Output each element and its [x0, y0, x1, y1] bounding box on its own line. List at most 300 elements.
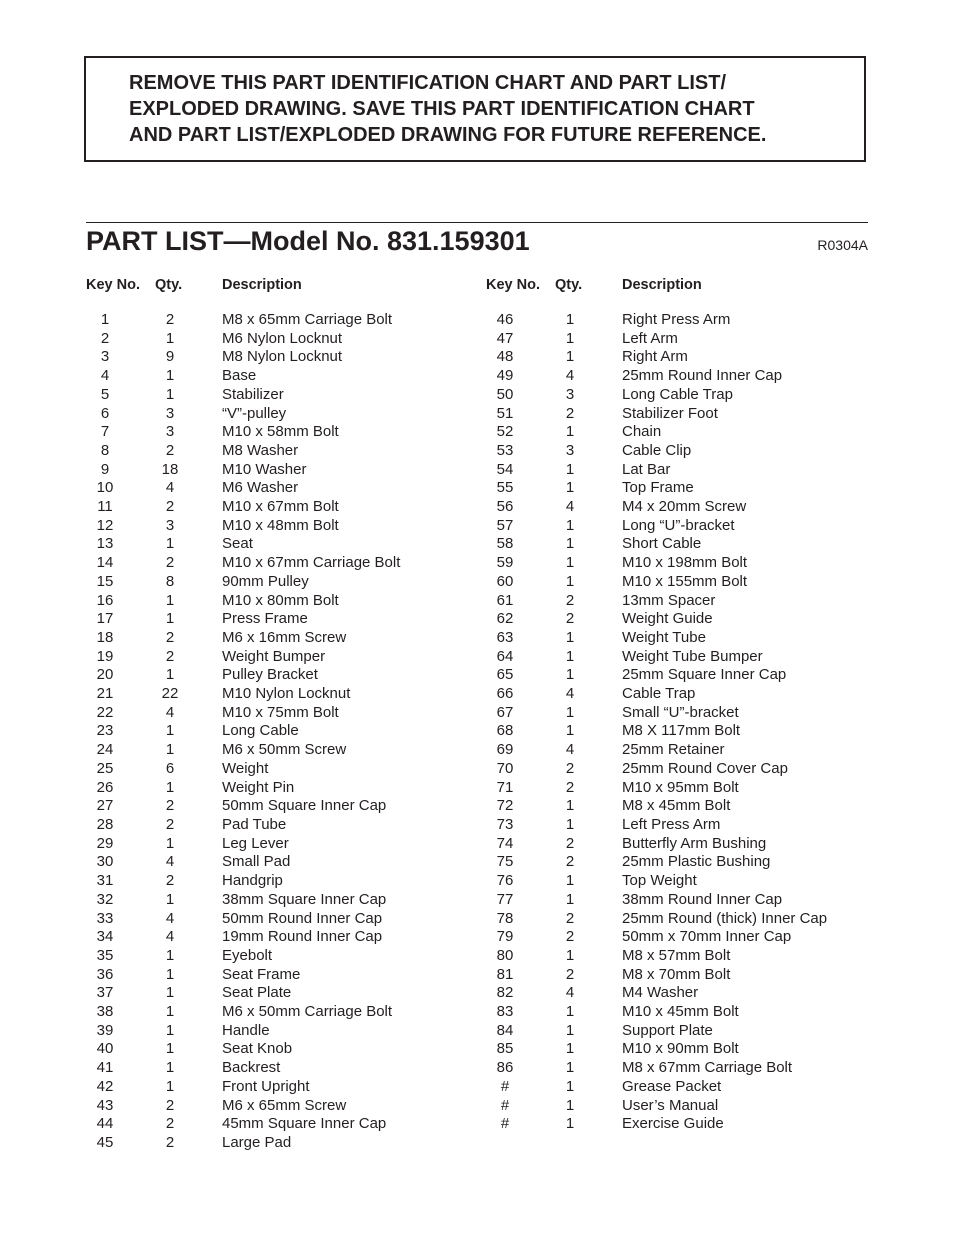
part-qty: 1: [565, 890, 575, 908]
part-description: M4 Washer: [622, 984, 699, 1002]
part-row: [86, 405, 486, 424]
part-qty: 1: [165, 741, 175, 759]
parts-column-left: [86, 275, 486, 1153]
part-description: Weight Bumper: [222, 647, 326, 665]
part-description: M10 x 75mm Bolt: [222, 703, 339, 721]
part-description: M6 x 50mm Carriage Bolt: [222, 1003, 393, 1021]
part-description: 25mm Round Cover Cap: [622, 759, 788, 777]
part-description: 50mm x 70mm Inner Cap: [622, 928, 792, 946]
part-key-no: 86: [496, 1059, 514, 1077]
part-row: [86, 779, 486, 798]
part-key-no: 50: [496, 385, 514, 403]
part-row: [486, 348, 886, 367]
part-key-no: 56: [496, 498, 514, 516]
part-key-no: 24: [96, 741, 114, 759]
part-key-no: 28: [96, 815, 114, 833]
part-row: [86, 554, 486, 573]
part-description: Seat Plate: [222, 984, 292, 1002]
part-key-no: 58: [496, 535, 514, 553]
part-qty: 1: [565, 1040, 575, 1058]
part-key-no: 14: [96, 554, 114, 572]
part-key-no: 22: [96, 703, 114, 721]
part-description: Weight: [222, 759, 269, 777]
part-key-no: 78: [496, 909, 514, 927]
part-qty: 2: [165, 554, 175, 572]
part-description: Weight Tube: [622, 628, 706, 646]
part-description: Weight Tube Bumper: [622, 647, 763, 665]
part-qty: 2: [565, 909, 575, 927]
part-row: [86, 966, 486, 985]
part-row: [86, 311, 486, 330]
part-qty: 1: [565, 1115, 575, 1133]
part-qty: 4: [165, 853, 175, 871]
part-description: 25mm Retainer: [622, 741, 725, 759]
part-qty: 1: [165, 834, 175, 852]
part-qty: 4: [165, 479, 175, 497]
part-key-no: 69: [496, 741, 514, 759]
part-qty: 1: [165, 1040, 175, 1058]
part-key-no: 20: [96, 666, 114, 684]
part-description: 45mm Square Inner Cap: [222, 1115, 387, 1133]
part-key-no: 16: [96, 591, 114, 609]
part-qty: 2: [165, 797, 175, 815]
part-key-no: 31: [96, 872, 114, 890]
part-qty: 2: [165, 628, 175, 646]
part-key-no: 77: [496, 890, 514, 908]
part-qty: 6: [165, 759, 175, 777]
part-description: M6 Washer: [222, 479, 299, 497]
column-header: [86, 275, 486, 295]
part-row: [486, 741, 886, 760]
part-description: 38mm Round Inner Cap: [622, 890, 783, 908]
part-description: Seat Knob: [222, 1040, 293, 1058]
part-qty: 4: [565, 741, 575, 759]
header-qty: Qty.: [155, 277, 183, 293]
part-key-no: 54: [496, 460, 514, 478]
part-qty: 2: [565, 965, 575, 983]
part-row: [86, 891, 486, 910]
part-row: [486, 1022, 886, 1041]
part-key-no: 60: [496, 572, 514, 590]
part-qty: 1: [165, 385, 175, 403]
part-qty: 1: [165, 1003, 175, 1021]
part-row: [486, 629, 886, 648]
header-description: Description: [622, 277, 702, 293]
part-qty: 1: [165, 535, 175, 553]
part-row: [486, 853, 886, 872]
part-row: [486, 685, 886, 704]
part-qty: 3: [565, 385, 575, 403]
part-row: [86, 535, 486, 554]
part-key-no: 43: [96, 1096, 114, 1114]
part-description: M6 x 16mm Screw: [222, 628, 347, 646]
part-description: M8 X 117mm Bolt: [622, 722, 741, 740]
part-row: [486, 442, 886, 461]
part-row: [86, 442, 486, 461]
part-description: Handle: [222, 1021, 270, 1039]
part-description: Top Frame: [622, 479, 694, 497]
part-key-no: 47: [496, 329, 514, 347]
part-key-no: 74: [496, 834, 514, 852]
part-row: [486, 1003, 886, 1022]
part-key-no: 30: [96, 853, 114, 871]
part-qty: 1: [565, 703, 575, 721]
part-description: 50mm Round Inner Cap: [222, 909, 383, 927]
part-description: M6 x 65mm Screw: [222, 1096, 347, 1114]
part-row: [486, 722, 886, 741]
part-qty: 1: [165, 778, 175, 796]
part-row: [86, 666, 486, 685]
part-row: [486, 891, 886, 910]
part-key-no: 53: [496, 441, 514, 459]
part-qty: 1: [565, 1077, 575, 1095]
part-row: [86, 461, 486, 480]
part-qty: 1: [165, 591, 175, 609]
part-description: 25mm Square Inner Cap: [622, 666, 787, 684]
part-key-no: 35: [96, 946, 114, 964]
part-qty: 1: [565, 797, 575, 815]
part-row: [86, 853, 486, 872]
part-description: 90mm Pulley: [222, 572, 309, 590]
part-description: Left Press Arm: [622, 815, 721, 833]
part-key-no: 39: [96, 1021, 114, 1039]
part-row: [486, 947, 886, 966]
part-key-no: 11: [97, 498, 113, 516]
part-key-no: 12: [96, 516, 114, 534]
part-description: 25mm Round (thick) Inner Cap: [622, 909, 828, 927]
part-key-no: 32: [96, 890, 114, 908]
part-row: [486, 928, 886, 947]
part-row: [86, 367, 486, 386]
part-row: [86, 872, 486, 891]
part-description: M8 Washer: [222, 441, 299, 459]
part-qty: 1: [165, 1077, 175, 1095]
part-key-no: 34: [96, 928, 114, 946]
part-key-no: 26: [96, 778, 114, 796]
part-key-no: 65: [496, 666, 514, 684]
part-qty: 2: [565, 928, 575, 946]
part-qty: 2: [565, 853, 575, 871]
part-row: [86, 1097, 486, 1116]
part-qty: 18: [161, 460, 179, 478]
part-key-no: 63: [496, 628, 514, 646]
part-row: [486, 872, 886, 891]
part-row: [486, 610, 886, 629]
part-qty: 1: [565, 1059, 575, 1077]
part-qty: 4: [165, 909, 175, 927]
part-row: [486, 573, 886, 592]
part-description: 25mm Round Inner Cap: [622, 367, 783, 385]
part-description: M10 x 80mm Bolt: [222, 591, 339, 609]
notice-box: [84, 56, 866, 162]
part-description: Small Pad: [222, 853, 291, 871]
part-row: [486, 1059, 886, 1078]
part-row: [86, 928, 486, 947]
part-description: User’s Manual: [622, 1096, 719, 1114]
part-row: [86, 330, 486, 349]
part-qty: 3: [565, 441, 575, 459]
notice-line-2: EXPLODED DRAWING. SAVE THIS PART IDENTIFICATION CHART: [129, 98, 755, 120]
part-row: [86, 1078, 486, 1097]
part-description: M10 x 67mm Bolt: [222, 498, 339, 516]
part-row: [486, 386, 886, 405]
part-qty: 1: [565, 722, 575, 740]
part-description: Handgrip: [222, 872, 283, 890]
part-qty: 1: [565, 423, 575, 441]
part-row: [86, 648, 486, 667]
part-description: Long Cable Trap: [622, 385, 733, 403]
part-description: Chain: [622, 423, 662, 441]
part-description: 25mm Plastic Bushing: [622, 853, 771, 871]
part-description: M8 Nylon Locknut: [222, 348, 343, 366]
part-description: Weight Guide: [622, 610, 713, 628]
part-qty: 1: [565, 872, 575, 890]
part-qty: 2: [165, 1115, 175, 1133]
part-row: [486, 479, 886, 498]
part-description: Cable Clip: [622, 441, 692, 459]
part-qty: 2: [165, 1133, 175, 1151]
part-key-no: 1: [100, 311, 110, 328]
part-row: [86, 423, 486, 442]
part-row: [486, 779, 886, 798]
part-description: Large Pad: [222, 1133, 292, 1151]
page-title: PART LIST—Model No. 831.159301: [86, 226, 530, 256]
part-description: Lat Bar: [622, 460, 671, 478]
part-key-no: 48: [496, 348, 514, 366]
part-description: Seat: [222, 535, 253, 553]
part-row: [86, 685, 486, 704]
part-row: [486, 666, 886, 685]
part-qty: 2: [165, 872, 175, 890]
part-qty: 2: [165, 311, 175, 328]
header-key-no: Key No.: [486, 277, 540, 293]
part-key-no: 25: [96, 759, 114, 777]
part-row: [86, 1115, 486, 1134]
part-qty: 2: [565, 834, 575, 852]
part-qty: 1: [565, 460, 575, 478]
part-row: [486, 330, 886, 349]
part-row: [86, 760, 486, 779]
part-description: M8 x 45mm Bolt: [622, 797, 731, 815]
part-row: [86, 1022, 486, 1041]
part-qty: 1: [165, 666, 175, 684]
part-qty: 1: [565, 946, 575, 964]
part-key-no: 75: [496, 853, 514, 871]
part-description: Support Plate: [622, 1021, 713, 1039]
part-key-no: 40: [96, 1040, 114, 1058]
part-description: M10 x 155mm Bolt: [622, 572, 748, 590]
part-description: Right Press Arm: [622, 311, 731, 328]
part-description: M8 x 70mm Bolt: [622, 965, 731, 983]
part-row: [86, 1059, 486, 1078]
part-row: [86, 592, 486, 611]
part-row: [486, 592, 886, 611]
part-qty: 1: [565, 647, 575, 665]
part-description: Stabilizer: [222, 385, 284, 403]
part-key-no: 62: [496, 610, 514, 628]
part-key-no: 17: [96, 610, 114, 628]
part-row: [86, 910, 486, 929]
part-qty: 3: [165, 516, 175, 534]
part-description: Long “U”-bracket: [622, 516, 735, 534]
part-qty: 4: [165, 703, 175, 721]
part-row: [486, 1078, 886, 1097]
part-qty: 3: [165, 404, 175, 422]
part-row: [486, 517, 886, 536]
part-key-no: 8: [100, 441, 110, 459]
part-qty: 9: [165, 348, 175, 366]
part-row: [486, 367, 886, 386]
part-qty: 1: [165, 610, 175, 628]
part-description: M8 x 65mm Carriage Bolt: [222, 311, 393, 328]
part-description: M10 x 45mm Bolt: [622, 1003, 739, 1021]
part-key-no: 73: [496, 815, 514, 833]
part-key-no: 72: [496, 797, 514, 815]
part-row: [486, 1115, 886, 1134]
part-row: [86, 1003, 486, 1022]
part-key-no: 9: [100, 460, 110, 478]
header-key-no: Key No.: [86, 277, 140, 293]
header-description: Description: [222, 277, 302, 293]
part-key-no: 57: [496, 516, 514, 534]
part-qty: 2: [165, 498, 175, 516]
part-row: [86, 1134, 486, 1153]
part-key-no: 61: [496, 591, 514, 609]
part-description: 13mm Spacer: [622, 591, 716, 609]
document-code: R0304A: [817, 237, 868, 253]
part-description: Backrest: [222, 1059, 281, 1077]
part-row: [86, 984, 486, 1003]
part-description: Butterfly Arm Bushing: [622, 834, 767, 852]
part-qty: 1: [165, 1059, 175, 1077]
parts-column-right: [486, 275, 886, 1134]
part-key-no: 3: [100, 348, 110, 366]
part-key-no: 27: [96, 797, 114, 815]
part-qty: 1: [565, 554, 575, 572]
part-description: M10 x 67mm Carriage Bolt: [222, 554, 401, 572]
notice-line-3: AND PART LIST/EXPLODED DRAWING FOR FUTURE REFERENCE.: [129, 124, 767, 146]
part-row: [86, 947, 486, 966]
part-key-no: 18: [96, 628, 114, 646]
part-description: M10 x 198mm Bolt: [622, 554, 748, 572]
part-row: [486, 910, 886, 929]
parts-rows-left: [86, 311, 486, 1153]
part-row: [486, 498, 886, 517]
part-description: Pulley Bracket: [222, 666, 318, 684]
column-header: [486, 275, 886, 295]
part-qty: 1: [165, 722, 175, 740]
part-row: [486, 423, 886, 442]
part-description: Cable Trap: [622, 685, 696, 703]
part-description: “V”-pulley: [222, 404, 287, 422]
part-qty: 1: [165, 946, 175, 964]
part-row: [486, 704, 886, 723]
part-qty: 1: [565, 572, 575, 590]
part-key-no: 10: [96, 479, 114, 497]
part-key-no: 37: [96, 984, 114, 1002]
part-description: M10 Nylon Locknut: [222, 685, 351, 703]
part-row: [486, 760, 886, 779]
part-description: Exercise Guide: [622, 1115, 724, 1133]
part-key-no: 46: [496, 311, 514, 328]
part-qty: 1: [165, 329, 175, 347]
part-description: Long Cable: [222, 722, 299, 740]
part-key-no: 44: [96, 1115, 114, 1133]
part-key-no: 33: [96, 909, 114, 927]
part-qty: 2: [165, 815, 175, 833]
part-description: M10 x 90mm Bolt: [622, 1040, 739, 1058]
part-qty: 1: [165, 984, 175, 1002]
part-row: [486, 461, 886, 480]
part-key-no: 41: [96, 1059, 114, 1077]
part-row: [86, 479, 486, 498]
part-row: [86, 517, 486, 536]
part-key-no: 23: [96, 722, 114, 740]
part-description: 38mm Square Inner Cap: [222, 890, 387, 908]
part-qty: 1: [165, 367, 175, 385]
part-row: [86, 573, 486, 592]
part-key-no: 52: [496, 423, 514, 441]
part-qty: 1: [565, 815, 575, 833]
part-description: M4 x 20mm Screw: [622, 498, 747, 516]
part-description: Pad Tube: [222, 815, 287, 833]
part-qty: 2: [165, 1096, 175, 1114]
part-qty: 2: [565, 404, 575, 422]
part-key-no: 38: [96, 1003, 114, 1021]
part-row: [486, 648, 886, 667]
part-row: [86, 722, 486, 741]
part-qty: 1: [565, 1096, 575, 1114]
part-qty: 4: [565, 498, 575, 516]
part-row: [86, 741, 486, 760]
part-row: [486, 984, 886, 1003]
part-key-no: 80: [496, 946, 514, 964]
part-description: M10 x 58mm Bolt: [222, 423, 339, 441]
part-key-no: 6: [100, 404, 110, 422]
part-qty: 1: [165, 965, 175, 983]
part-description: Right Arm: [622, 348, 688, 366]
part-qty: 1: [165, 890, 175, 908]
parts-rows-right: [486, 311, 886, 1134]
part-qty: 1: [565, 329, 575, 347]
part-qty: 1: [565, 516, 575, 534]
part-qty: 3: [165, 423, 175, 441]
part-key-no: 76: [496, 872, 514, 890]
part-key-no: 45: [96, 1133, 114, 1151]
part-description: Weight Pin: [222, 778, 295, 796]
part-qty: 2: [565, 778, 575, 796]
part-row: [86, 1040, 486, 1059]
part-row: [486, 797, 886, 816]
part-key-no: 84: [496, 1021, 514, 1039]
part-qty: 8: [165, 572, 175, 590]
part-row: [86, 629, 486, 648]
part-description: Base: [222, 367, 257, 385]
part-row: [486, 1097, 886, 1116]
part-key-no: 68: [496, 722, 514, 740]
part-description: Grease Packet: [622, 1077, 722, 1095]
part-row: [86, 835, 486, 854]
part-key-no: 79: [496, 928, 514, 946]
part-qty: 2: [565, 759, 575, 777]
part-description: Short Cable: [622, 535, 702, 553]
notice-text: [129, 70, 849, 148]
part-description: M6 x 50mm Screw: [222, 741, 347, 759]
part-key-no: 70: [496, 759, 514, 777]
part-qty: 4: [165, 928, 175, 946]
part-key-no: #: [500, 1096, 510, 1114]
part-description: M8 x 57mm Bolt: [622, 946, 731, 964]
